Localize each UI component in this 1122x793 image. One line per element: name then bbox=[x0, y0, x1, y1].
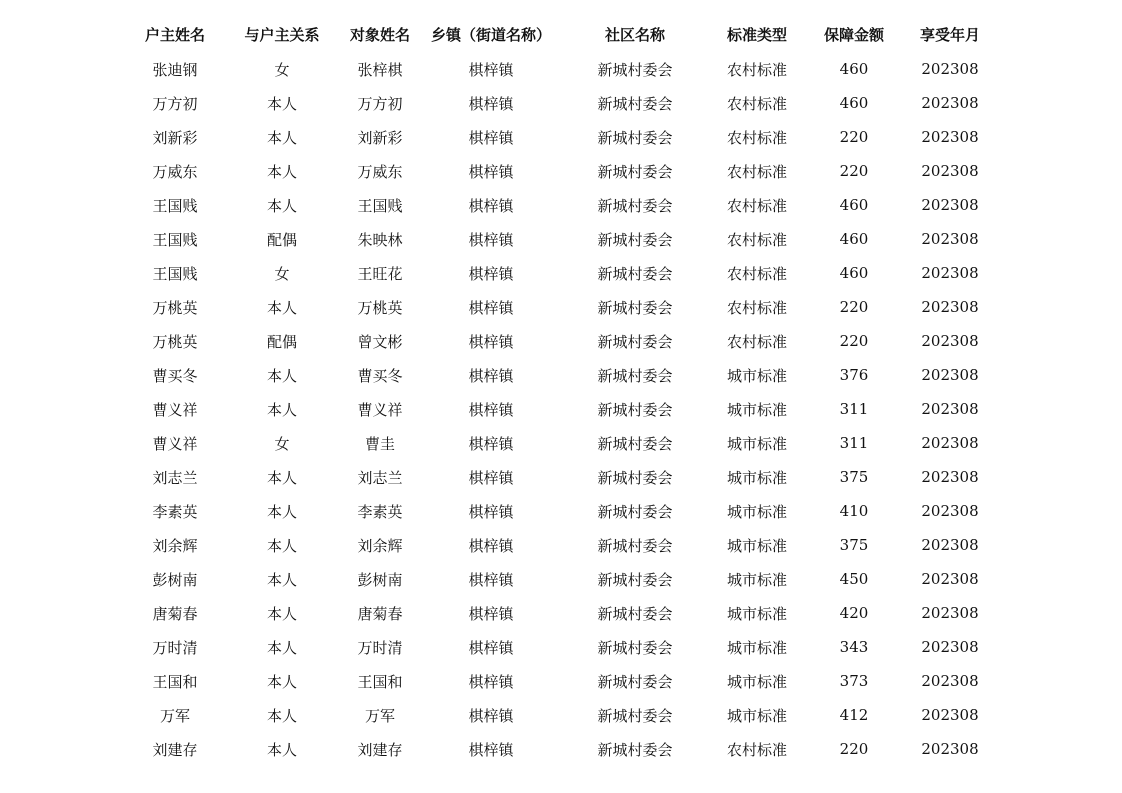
standard-type-cell: 农村标准 bbox=[726, 196, 787, 215]
amount-cell: 420 bbox=[839, 604, 869, 622]
amount-cell: 220 bbox=[839, 740, 869, 758]
relation-cell: 本人 bbox=[266, 706, 297, 725]
standard-type-cell: 城市标准 bbox=[726, 502, 787, 521]
community-cell: 新城村委会 bbox=[597, 434, 673, 453]
recipient-cell: 万威东 bbox=[357, 162, 403, 181]
header-row bbox=[124, 16, 996, 52]
community-cell: 新城村委会 bbox=[597, 638, 673, 657]
period-cell: 202308 bbox=[921, 94, 979, 112]
relation-cell: 本人 bbox=[266, 468, 297, 487]
standard-type-cell: 农村标准 bbox=[726, 94, 787, 113]
period-cell: 202308 bbox=[921, 196, 979, 214]
recipient-cell: 万时清 bbox=[357, 638, 403, 657]
amount-cell: 311 bbox=[839, 400, 869, 418]
table-row bbox=[124, 154, 996, 188]
household-head-cell: 刘建存 bbox=[152, 740, 198, 759]
community-cell: 新城村委会 bbox=[597, 366, 673, 385]
recipient-cell: 朱映林 bbox=[357, 230, 403, 249]
recipient-cell: 王国贱 bbox=[357, 196, 403, 215]
township-cell: 棋梓镇 bbox=[468, 570, 514, 589]
household-head-cell: 万威东 bbox=[152, 162, 198, 181]
household-head-cell: 李素英 bbox=[152, 502, 198, 521]
period-cell: 202308 bbox=[921, 264, 979, 282]
header-col-household-head: 户主姓名 bbox=[144, 25, 205, 44]
table-header bbox=[124, 16, 996, 52]
table-row bbox=[124, 256, 996, 290]
table-row bbox=[124, 596, 996, 630]
township-cell: 棋梓镇 bbox=[468, 366, 514, 385]
standard-type-cell: 城市标准 bbox=[726, 570, 787, 589]
community-cell: 新城村委会 bbox=[597, 604, 673, 623]
household-head-cell: 万桃英 bbox=[152, 298, 198, 317]
community-cell: 新城村委会 bbox=[597, 468, 673, 487]
header-col-township: 乡镇（街道名称） bbox=[430, 25, 551, 44]
standard-type-cell: 城市标准 bbox=[726, 672, 787, 691]
relation-cell: 本人 bbox=[266, 196, 297, 215]
header-col-relation: 与户主关系 bbox=[244, 25, 320, 44]
relation-cell: 本人 bbox=[266, 400, 297, 419]
recipient-cell: 曾文彬 bbox=[357, 332, 403, 351]
standard-type-cell: 农村标准 bbox=[726, 264, 787, 283]
household-head-cell: 彭树南 bbox=[152, 570, 198, 589]
standard-type-cell: 城市标准 bbox=[726, 400, 787, 419]
amount-cell: 375 bbox=[839, 536, 869, 554]
recipient-cell: 刘新彩 bbox=[357, 128, 403, 147]
header-col-amount: 保障金额 bbox=[823, 25, 884, 44]
amount-cell: 460 bbox=[839, 264, 869, 282]
period-cell: 202308 bbox=[921, 162, 979, 180]
table-row bbox=[124, 290, 996, 324]
period-cell: 202308 bbox=[921, 332, 979, 350]
amount-cell: 412 bbox=[839, 706, 869, 724]
amount-cell: 373 bbox=[839, 672, 869, 690]
standard-type-cell: 农村标准 bbox=[726, 230, 787, 249]
amount-cell: 460 bbox=[839, 94, 869, 112]
table-row bbox=[124, 52, 996, 86]
household-head-cell: 万军 bbox=[159, 706, 190, 725]
amount-cell: 376 bbox=[839, 366, 869, 384]
township-cell: 棋梓镇 bbox=[468, 604, 514, 623]
amount-cell: 460 bbox=[839, 196, 869, 214]
relation-cell: 本人 bbox=[266, 672, 297, 691]
standard-type-cell: 城市标准 bbox=[726, 366, 787, 385]
recipient-cell: 万军 bbox=[364, 706, 395, 725]
standard-type-cell: 城市标准 bbox=[726, 706, 787, 725]
header-col-recipient: 对象姓名 bbox=[349, 25, 410, 44]
amount-cell: 220 bbox=[839, 128, 869, 146]
table-row bbox=[124, 120, 996, 154]
community-cell: 新城村委会 bbox=[597, 162, 673, 181]
relation-cell: 本人 bbox=[266, 298, 297, 317]
period-cell: 202308 bbox=[921, 740, 979, 758]
period-cell: 202308 bbox=[921, 230, 979, 248]
relation-cell: 本人 bbox=[266, 128, 297, 147]
table-row bbox=[124, 630, 996, 664]
table-row bbox=[124, 528, 996, 562]
amount-cell: 460 bbox=[839, 60, 869, 78]
township-cell: 棋梓镇 bbox=[468, 638, 514, 657]
standard-type-cell: 城市标准 bbox=[726, 468, 787, 487]
township-cell: 棋梓镇 bbox=[468, 264, 514, 283]
household-head-cell: 刘新彩 bbox=[152, 128, 198, 147]
standard-type-cell: 农村标准 bbox=[726, 740, 787, 759]
community-cell: 新城村委会 bbox=[597, 128, 673, 147]
relation-cell: 本人 bbox=[266, 638, 297, 657]
amount-cell: 220 bbox=[839, 332, 869, 350]
community-cell: 新城村委会 bbox=[597, 536, 673, 555]
recipient-cell: 曹买冬 bbox=[357, 366, 403, 385]
relation-cell: 配偶 bbox=[266, 230, 297, 249]
township-cell: 棋梓镇 bbox=[468, 128, 514, 147]
table-row bbox=[124, 86, 996, 120]
township-cell: 棋梓镇 bbox=[468, 672, 514, 691]
household-head-cell: 刘志兰 bbox=[152, 468, 198, 487]
relation-cell: 本人 bbox=[266, 740, 297, 759]
assistance-table bbox=[124, 16, 996, 766]
relation-cell: 女 bbox=[274, 60, 290, 79]
household-head-cell: 张迪钢 bbox=[152, 60, 198, 79]
relation-cell: 女 bbox=[274, 264, 290, 283]
relation-cell: 配偶 bbox=[266, 332, 297, 351]
township-cell: 棋梓镇 bbox=[468, 400, 514, 419]
recipient-cell: 王旺花 bbox=[357, 264, 403, 283]
community-cell: 新城村委会 bbox=[597, 672, 673, 691]
relation-cell: 本人 bbox=[266, 502, 297, 521]
township-cell: 棋梓镇 bbox=[468, 536, 514, 555]
table-row bbox=[124, 358, 996, 392]
household-head-cell: 曹义祥 bbox=[152, 434, 198, 453]
community-cell: 新城村委会 bbox=[597, 230, 673, 249]
period-cell: 202308 bbox=[921, 502, 979, 520]
amount-cell: 220 bbox=[839, 162, 869, 180]
household-head-cell: 王国贱 bbox=[152, 196, 198, 215]
community-cell: 新城村委会 bbox=[597, 400, 673, 419]
table-row bbox=[124, 460, 996, 494]
township-cell: 棋梓镇 bbox=[468, 502, 514, 521]
household-head-cell: 万桃英 bbox=[152, 332, 198, 351]
community-cell: 新城村委会 bbox=[597, 298, 673, 317]
table-row bbox=[124, 324, 996, 358]
township-cell: 棋梓镇 bbox=[468, 162, 514, 181]
township-cell: 棋梓镇 bbox=[468, 298, 514, 317]
household-head-cell: 刘余辉 bbox=[152, 536, 198, 555]
township-cell: 棋梓镇 bbox=[468, 434, 514, 453]
period-cell: 202308 bbox=[921, 128, 979, 146]
household-head-cell: 万方初 bbox=[152, 94, 198, 113]
table-row bbox=[124, 732, 996, 766]
period-cell: 202308 bbox=[921, 672, 979, 690]
table-row bbox=[124, 562, 996, 596]
community-cell: 新城村委会 bbox=[597, 332, 673, 351]
household-head-cell: 王国贱 bbox=[152, 264, 198, 283]
relation-cell: 本人 bbox=[266, 536, 297, 555]
recipient-cell: 曹义祥 bbox=[357, 400, 403, 419]
amount-cell: 460 bbox=[839, 230, 869, 248]
community-cell: 新城村委会 bbox=[597, 740, 673, 759]
community-cell: 新城村委会 bbox=[597, 94, 673, 113]
table-row bbox=[124, 392, 996, 426]
standard-type-cell: 城市标准 bbox=[726, 434, 787, 453]
township-cell: 棋梓镇 bbox=[468, 94, 514, 113]
recipient-cell: 刘余辉 bbox=[357, 536, 403, 555]
header-col-community: 社区名称 bbox=[604, 25, 665, 44]
recipient-cell: 曹圭 bbox=[364, 434, 395, 453]
standard-type-cell: 城市标准 bbox=[726, 536, 787, 555]
header-col-standard-type: 标准类型 bbox=[726, 25, 787, 44]
household-head-cell: 曹买冬 bbox=[152, 366, 198, 385]
standard-type-cell: 农村标准 bbox=[726, 298, 787, 317]
amount-cell: 410 bbox=[839, 502, 869, 520]
period-cell: 202308 bbox=[921, 638, 979, 656]
amount-cell: 311 bbox=[839, 434, 869, 452]
amount-cell: 343 bbox=[839, 638, 869, 656]
recipient-cell: 彭树南 bbox=[357, 570, 403, 589]
community-cell: 新城村委会 bbox=[597, 196, 673, 215]
household-head-cell: 唐菊春 bbox=[152, 604, 198, 623]
standard-type-cell: 农村标准 bbox=[726, 162, 787, 181]
township-cell: 棋梓镇 bbox=[468, 740, 514, 759]
household-head-cell: 王国和 bbox=[152, 672, 198, 691]
period-cell: 202308 bbox=[921, 468, 979, 486]
recipient-cell: 张梓棋 bbox=[357, 60, 403, 79]
period-cell: 202308 bbox=[921, 604, 979, 622]
relation-cell: 本人 bbox=[266, 570, 297, 589]
table-row bbox=[124, 426, 996, 460]
township-cell: 棋梓镇 bbox=[468, 230, 514, 249]
table-row bbox=[124, 664, 996, 698]
relation-cell: 本人 bbox=[266, 94, 297, 113]
township-cell: 棋梓镇 bbox=[468, 332, 514, 351]
period-cell: 202308 bbox=[921, 298, 979, 316]
period-cell: 202308 bbox=[921, 400, 979, 418]
relation-cell: 本人 bbox=[266, 162, 297, 181]
recipient-cell: 李素英 bbox=[357, 502, 403, 521]
header-col-period: 享受年月 bbox=[919, 25, 980, 44]
period-cell: 202308 bbox=[921, 434, 979, 452]
table-row bbox=[124, 494, 996, 528]
community-cell: 新城村委会 bbox=[597, 264, 673, 283]
amount-cell: 450 bbox=[839, 570, 869, 588]
recipient-cell: 刘志兰 bbox=[357, 468, 403, 487]
period-cell: 202308 bbox=[921, 706, 979, 724]
standard-type-cell: 农村标准 bbox=[726, 60, 787, 79]
recipient-cell: 王国和 bbox=[357, 672, 403, 691]
relation-cell: 女 bbox=[274, 434, 290, 453]
community-cell: 新城村委会 bbox=[597, 502, 673, 521]
household-head-cell: 王国贱 bbox=[152, 230, 198, 249]
recipient-cell: 万桃英 bbox=[357, 298, 403, 317]
period-cell: 202308 bbox=[921, 60, 979, 78]
household-head-cell: 曹义祥 bbox=[152, 400, 198, 419]
period-cell: 202308 bbox=[921, 366, 979, 384]
amount-cell: 375 bbox=[839, 468, 869, 486]
standard-type-cell: 农村标准 bbox=[726, 128, 787, 147]
table-row bbox=[124, 222, 996, 256]
community-cell: 新城村委会 bbox=[597, 60, 673, 79]
community-cell: 新城村委会 bbox=[597, 570, 673, 589]
household-head-cell: 万时清 bbox=[152, 638, 198, 657]
township-cell: 棋梓镇 bbox=[468, 468, 514, 487]
township-cell: 棋梓镇 bbox=[468, 60, 514, 79]
amount-cell: 220 bbox=[839, 298, 869, 316]
standard-type-cell: 城市标准 bbox=[726, 604, 787, 623]
period-cell: 202308 bbox=[921, 536, 979, 554]
recipient-cell: 唐菊春 bbox=[357, 604, 403, 623]
township-cell: 棋梓镇 bbox=[468, 706, 514, 725]
recipient-cell: 万方初 bbox=[357, 94, 403, 113]
period-cell: 202308 bbox=[921, 570, 979, 588]
standard-type-cell: 城市标准 bbox=[726, 638, 787, 657]
relation-cell: 本人 bbox=[266, 366, 297, 385]
recipient-cell: 刘建存 bbox=[357, 740, 403, 759]
table-row bbox=[124, 188, 996, 222]
relation-cell: 本人 bbox=[266, 604, 297, 623]
township-cell: 棋梓镇 bbox=[468, 196, 514, 215]
table-row bbox=[124, 698, 996, 732]
community-cell: 新城村委会 bbox=[597, 706, 673, 725]
standard-type-cell: 农村标准 bbox=[726, 332, 787, 351]
table-body bbox=[124, 52, 996, 766]
